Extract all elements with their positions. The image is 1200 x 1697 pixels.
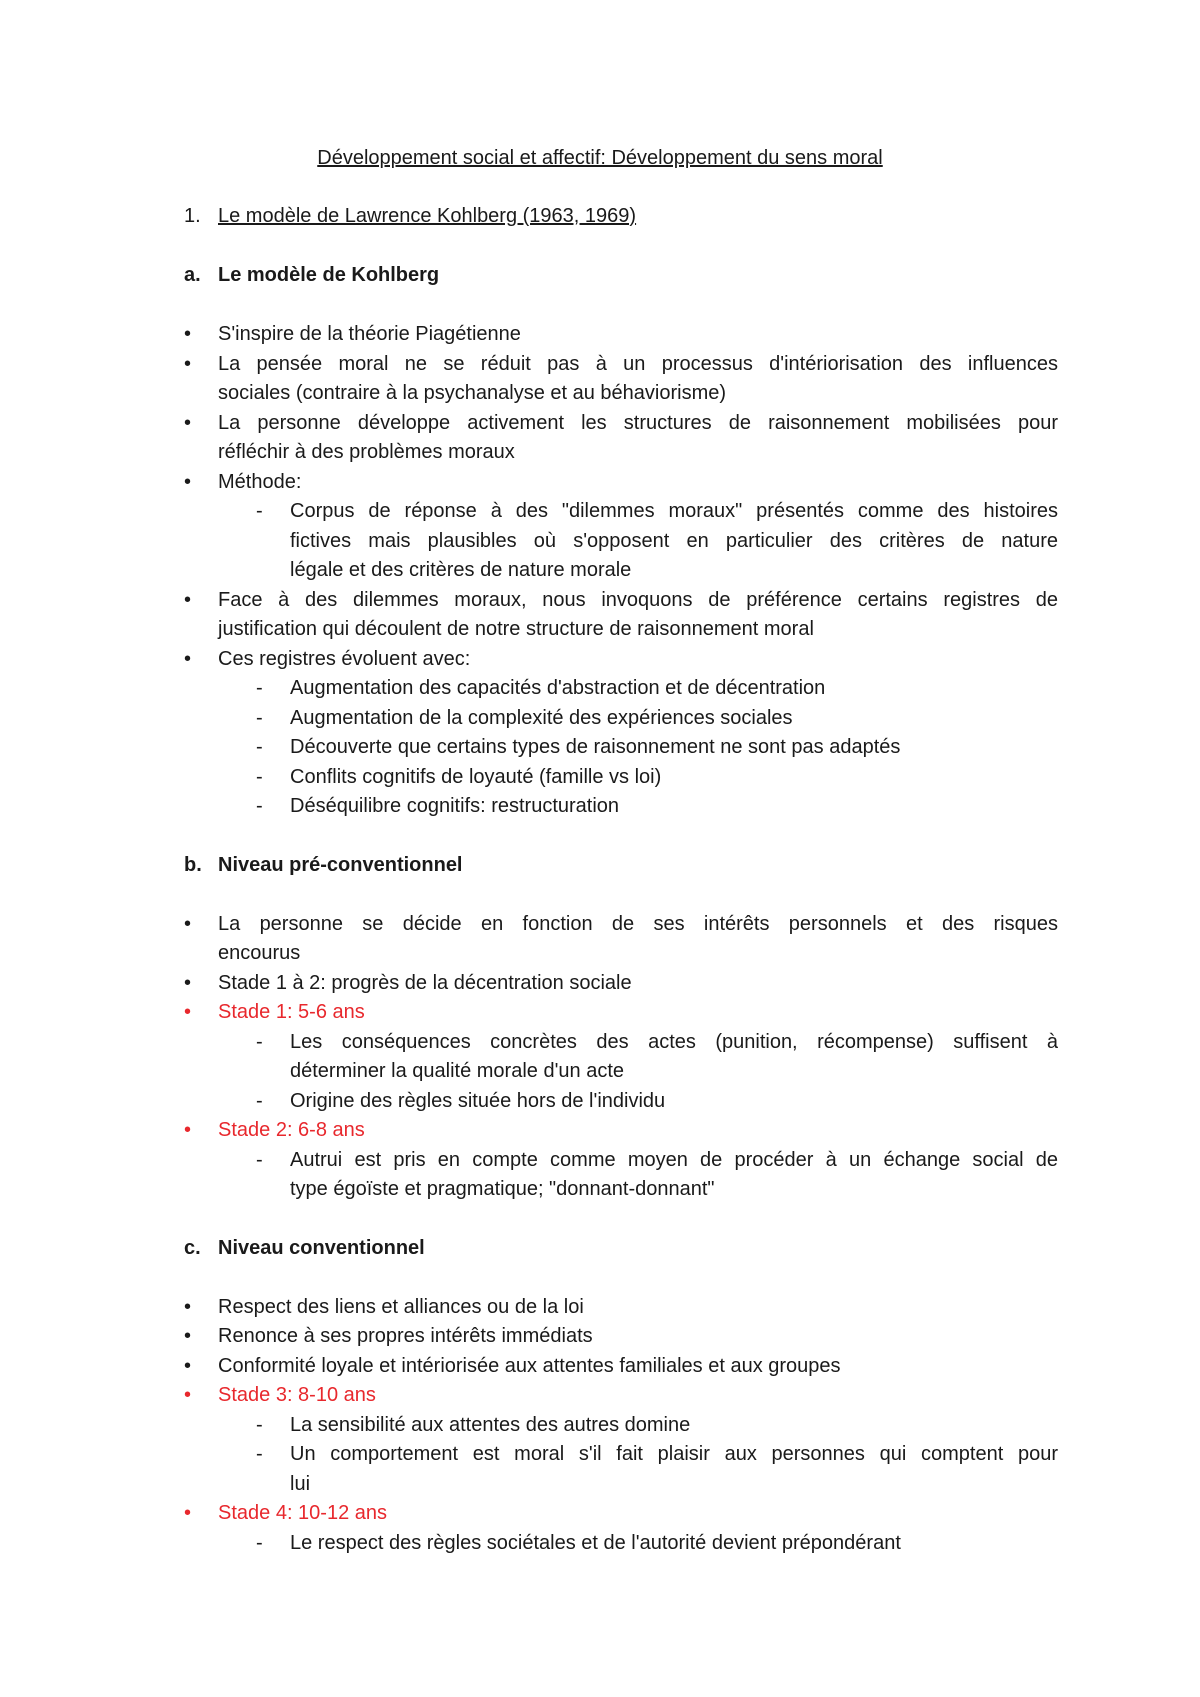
sub-list-item: La sensibilité aux attentes des autres domine — [290, 1414, 691, 1436]
bullet-icon: • — [184, 353, 192, 375]
dash-icon: - — [256, 1149, 263, 1171]
subsection-letter-b: b. — [184, 854, 202, 876]
list-item: Renonce à ses propres intérêts immédiats — [218, 1325, 593, 1347]
list-item: Méthode: — [218, 471, 302, 493]
section-title: Le modèle de Lawrence Kohlberg (1963, 1969) — [218, 205, 637, 227]
bullet-icon: • — [184, 1502, 192, 1524]
dash-icon: - — [256, 1414, 263, 1436]
list-item: La personne développe activement les structures de raisonnement mobilisées pour — [218, 412, 1058, 434]
subsection-letter-a: a. — [184, 264, 201, 286]
dash-icon: - — [256, 1443, 263, 1465]
stage-label: Stade 2: 6-8 ans — [218, 1119, 365, 1141]
section-number: 1. — [184, 205, 201, 227]
list-item-continued: sociales (contraire à la psychanalyse et au béhaviorisme) — [218, 382, 727, 404]
list-item: S'inspire de la théorie Piagétienne — [218, 323, 521, 345]
sub-list-item: Autrui est pris en compte comme moyen de procéder à un échange social de — [290, 1149, 1058, 1171]
sub-list-item: Un comportement est moral s'il fait plaisir aux personnes qui comptent pour — [290, 1443, 1058, 1465]
dash-icon: - — [256, 1090, 263, 1112]
bullet-icon: • — [184, 471, 192, 493]
sub-list-item-continued: légale et des critères de nature morale — [290, 559, 632, 581]
list-item: Respect des liens et alliances ou de la loi — [218, 1296, 584, 1318]
list-item: La personne se décide en fonction de ses intérêts personnels et des risques — [218, 913, 1058, 935]
dash-icon: - — [256, 1031, 263, 1053]
sub-list-item: Les conséquences concrètes des actes (punition, récompense) suffisent à — [290, 1031, 1058, 1053]
list-item-continued: réfléchir à des problèmes moraux — [218, 441, 515, 463]
dash-icon: - — [256, 795, 263, 817]
dash-icon: - — [256, 677, 263, 699]
bullet-icon: • — [184, 323, 192, 345]
stage-label: Stade 1: 5-6 ans — [218, 1001, 365, 1023]
stage-label: Stade 4: 10-12 ans — [218, 1502, 388, 1524]
sub-list-item: Augmentation des capacités d'abstraction et de décentration — [290, 677, 826, 699]
bullet-icon: • — [184, 1119, 192, 1141]
dash-icon: - — [256, 500, 263, 522]
sub-list-item: Le respect des règles sociétales et de l'autorité devient prépondérant — [290, 1532, 901, 1554]
stage-label: Stade 3: 8-10 ans — [218, 1384, 376, 1406]
sub-list-item: Conflits cognitifs de loyauté (famille vs loi) — [290, 766, 662, 788]
sub-list-item-continued: déterminer la qualité morale d'un acte — [290, 1060, 625, 1082]
dash-icon: - — [256, 707, 263, 729]
subsection-letter-c: c. — [184, 1237, 201, 1259]
bullet-icon: • — [184, 1355, 192, 1377]
sub-list-item: Déséquilibre cognitifs: restructuration — [290, 795, 620, 817]
bullet-icon: • — [184, 1001, 192, 1023]
bullet-icon: • — [184, 589, 192, 611]
bullet-icon: • — [184, 412, 192, 434]
sub-list-item: Augmentation de la complexité des expériences sociales — [290, 707, 793, 729]
list-item: La pensée moral ne se réduit pas à un processus d'intériorisation des influences — [218, 353, 1058, 375]
bullet-icon: • — [184, 1296, 192, 1318]
sub-list-item-continued: fictives mais plausibles où s'opposent en particulier des critères de nature — [290, 530, 1058, 552]
bullet-icon: • — [184, 913, 192, 935]
subsection-heading-a: Le modèle de Kohlberg — [218, 264, 440, 286]
dash-icon: - — [256, 736, 263, 758]
subsection-heading-c: Niveau conventionnel — [218, 1237, 425, 1259]
dash-icon: - — [256, 1532, 263, 1554]
list-item: Ces registres évoluent avec: — [218, 648, 471, 670]
list-item: Conformité loyale et intériorisée aux attentes familiales et aux groupes — [218, 1355, 841, 1377]
list-item: Face à des dilemmes moraux, nous invoquons de préférence certains registres de — [218, 589, 1058, 611]
sub-list-item: Origine des règles située hors de l'individu — [290, 1090, 666, 1112]
sub-list-item-continued: type égoïste et pragmatique; "donnant-donnant" — [290, 1178, 715, 1200]
bullet-icon: • — [184, 648, 192, 670]
dash-icon: - — [256, 766, 263, 788]
bullet-icon: • — [184, 972, 192, 994]
list-item: Stade 1 à 2: progrès de la décentration sociale — [218, 972, 632, 994]
subsection-heading-b: Niveau pré-conventionnel — [218, 854, 463, 876]
sub-list-item: Découverte que certains types de raisonnement ne sont pas adaptés — [290, 736, 901, 758]
bullet-icon: • — [184, 1384, 192, 1406]
list-item-continued: justification qui découlent de notre structure de raisonnement moral — [218, 618, 814, 640]
list-item-continued: encourus — [218, 942, 301, 964]
page-title: Développement social et affectif: Développement du sens moral — [317, 147, 883, 169]
sub-list-item: Corpus de réponse à des "dilemmes moraux" présentés comme des histoires — [290, 500, 1058, 522]
sub-list-item-continued: lui — [290, 1473, 311, 1495]
bullet-icon: • — [184, 1325, 192, 1347]
